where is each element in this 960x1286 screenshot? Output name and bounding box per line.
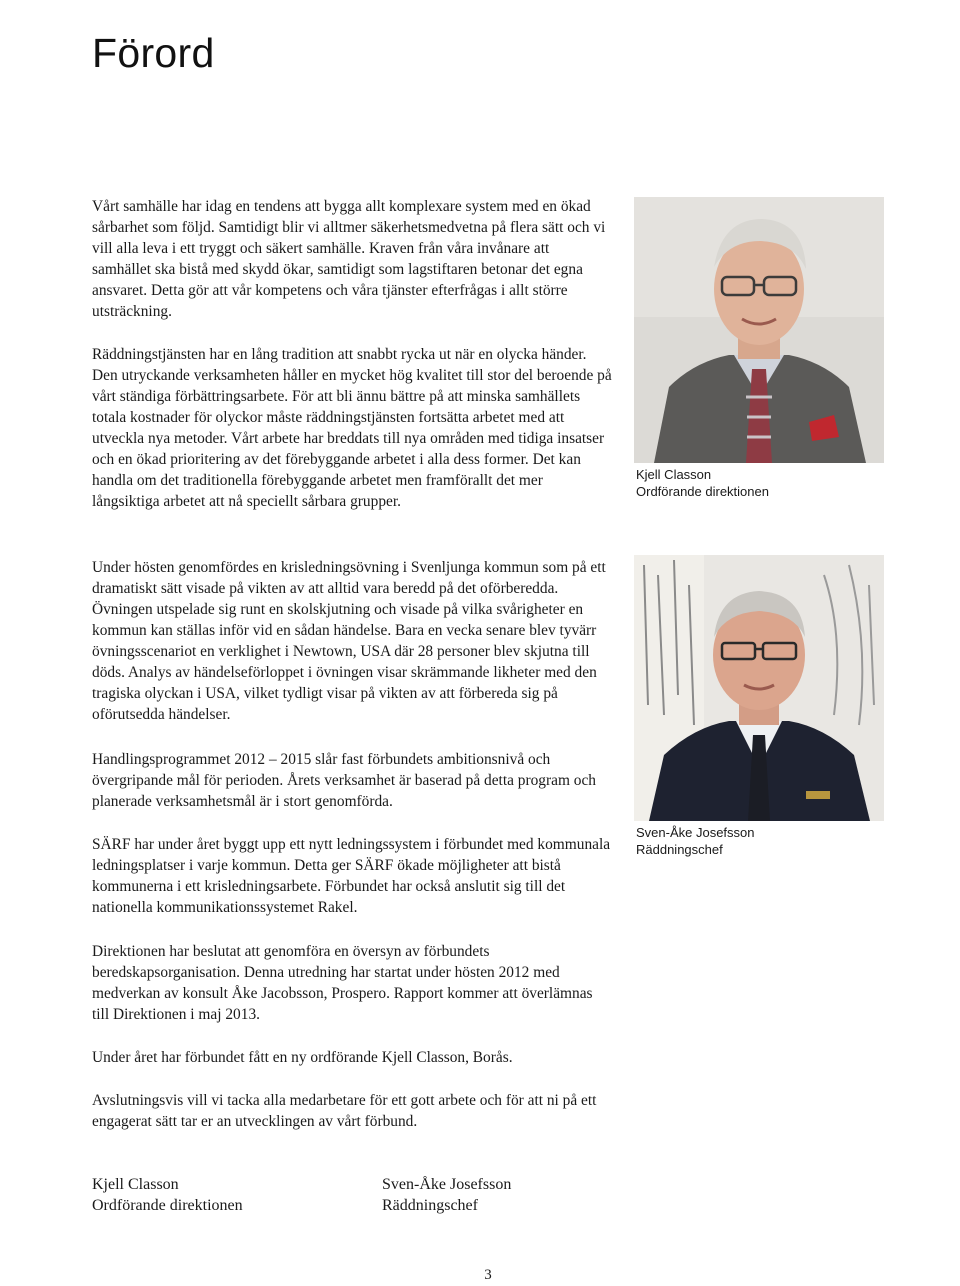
signature-title: Ordförande direktionen: [92, 1197, 243, 1214]
signature-name: Sven-Åke Josefsson: [382, 1176, 512, 1193]
caption-title: Räddningschef: [636, 842, 723, 857]
portrait-image: [634, 197, 884, 463]
page-title: Förord: [92, 30, 215, 76]
paragraph-review: Direktionen har beslutat att genomföra en översyn av förbundets beredskapsorganisation. Denna utredning har startat under hösten 2012 med medverkan av konsult Åke Jacobsson, Prospero. Rapport kommer att överlämnas till Direktionen i maj 2013.: [92, 943, 593, 1023]
portrait-photo-chairman: [634, 197, 884, 463]
caption-title: Ordförande direktionen: [636, 484, 769, 499]
photo-caption-chairman: [636, 466, 769, 500]
paragraph-tradition: Räddningstjänsten har en lång tradition att snabbt rycka ut när en olycka händer. Den utryckande verksamheten håller en mycket hög kvalitet till stor del beroende på vårt ständiga förbättringsarbete. För att bli ännu bättre på att minska samhällets totala kostnader för olyckor måste räddningstjänsten fortsätta arbetet med att utveckla nya metoder. Vårt arbete har breddats till nya områden med tidiga insatser och en ökad prioritering av det förebyggande arbetet i alla dess former. Det kan handla om det traditionella förebyggande arbetet men framförallt det mer långsiktiga arbetet att nå speciellt sårbara grupper.: [92, 346, 612, 510]
caption-name: Kjell Classon: [636, 467, 712, 482]
caption-name: Sven-Åke Josefsson: [636, 825, 755, 840]
signature-title: Räddningschef: [382, 1197, 478, 1214]
portrait-image: [634, 555, 884, 821]
paragraph-thanks: Avslutningsvis vill vi tacka alla medarbetare för ett gott arbete och för att ni på ett engagerat sätt tar er an utvecklingen av vårt förbund.: [92, 1092, 597, 1130]
paragraph-program: Handlingsprogrammet 2012 – 2015 slår fast förbundets ambitionsnivå och övergripande mål för perioden. Årets verksamhet är baserad på detta program och planerade verksamhetsmål är i stort genomförda.: [92, 751, 596, 810]
paragraph-exercise: Under hösten genomfördes en krisledningsövning i Svenljunga kommun som på ett dramatiskt sätt visade på vikten av att alltid vara beredd på det oförberedda. Övningen utspelade sig runt en skolskjutning och visade på vilka svårigheter en kommun kan ställas inför vid en sådan händelse. Bara en vecka senare blev tyvärr övningsscenariot en verklighet i Newtown, USA där 28 personer blev skjutna till döds. Analys av händelseförloppet i övningen visar skrämmande likheter med den tragiska olyckan i USA, vilket tydligt visar på vikten av att förbereda sig på oförutsedda händelser.: [92, 559, 606, 723]
paragraph-intro: Vårt samhälle har idag en tendens att bygga allt komplexare system med en ökad sårbarhet som följd. Samtidigt blir vi alltmer säkerhetsmedvetna på flera sätt och vi vill alla leva i ett tryggt och säkert samhälle. Kraven från våra invånare att samhället ska bistå med skydd ökar, samtidigt som lagstiftaren betonar det egna ansvaret. Detta gör att vår kompetens och våra tjänster efterfrågas i allt större utsträckning.: [92, 198, 606, 320]
signature-name: Kjell Classon: [92, 1176, 179, 1193]
signature-fire-chief: [382, 1174, 511, 1216]
photo-caption-fire-chief: [636, 824, 755, 858]
paragraph-command-system: SÄRF har under året byggt upp ett nytt ledningssystem i förbundet med kommunala ledningsplatser i varje kommun. Detta ger SÄRF ökade möjligheter att bistå kommunerna i ett krisledningsarbete. Förbundet har också anslutit sig till det nationella kommunikationssystemet Rakel.: [92, 836, 611, 916]
page-number: 3: [484, 1267, 492, 1283]
signature-chairman: [92, 1174, 243, 1216]
portrait-photo-fire-chief: [634, 555, 884, 821]
paragraph-chairman: Under året har förbundet fått en ny ordförande Kjell Classon, Borås.: [92, 1049, 513, 1066]
